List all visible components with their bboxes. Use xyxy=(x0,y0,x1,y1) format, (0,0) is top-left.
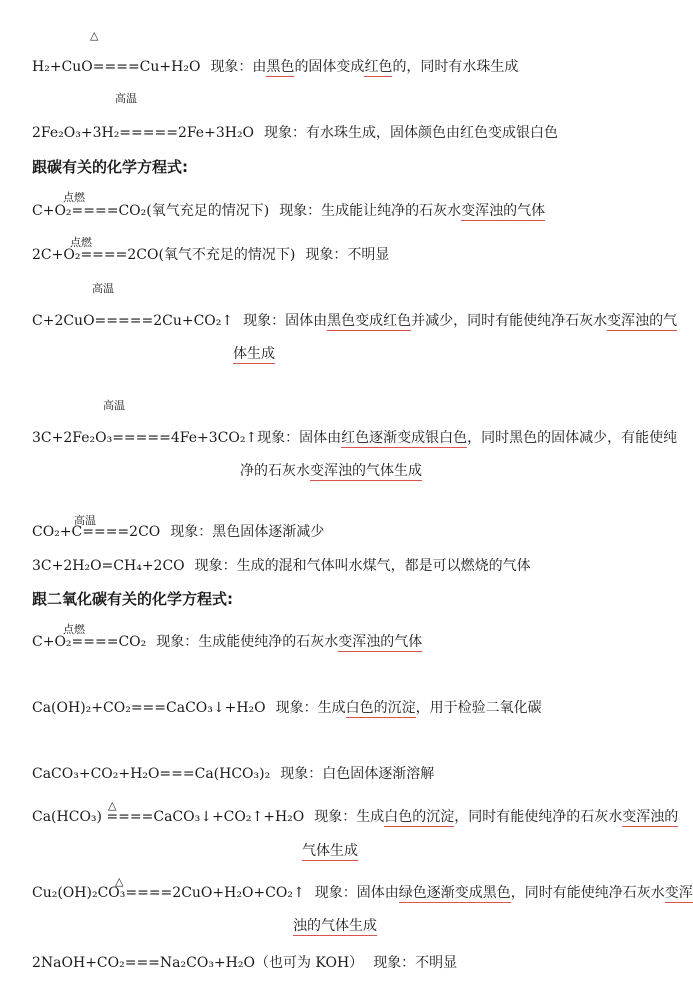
equation-line-h2-cuo xyxy=(32,58,518,76)
phenomenon-text: 现象：不明显 xyxy=(373,955,458,971)
phenomenon-text: ，同时有能使纯净石灰水 xyxy=(510,885,665,901)
underlined-term: 白色的沉淀 xyxy=(384,809,455,825)
underlined-term: 变浑浊的气体生成 xyxy=(310,463,422,479)
phenomenon-text: ，同时黑色的固体减少，有能使纯 xyxy=(467,430,678,446)
phenomenon-text: 净的石灰水 xyxy=(240,463,310,479)
phenomenon-text: 现象：生成能让纯净的石灰水 xyxy=(279,203,462,219)
equation-line-fe2o3-h2 xyxy=(32,124,558,142)
phenomenon-text: 现象：固体由 xyxy=(243,313,328,329)
heating-condition-mark: △ xyxy=(115,875,124,888)
equation: CaCO₃+CO₂+H₂O===Ca(HCO₃)₂ xyxy=(32,766,271,782)
section-heading-carbon-dioxide: 跟二氧化碳有关的化学方程式: xyxy=(32,590,233,608)
equation: Ca(HCO₃) ====CaCO₃↓+CO₂↑+H₂O xyxy=(32,809,305,825)
underlined-term: 黑色变成红色 xyxy=(327,313,412,329)
underlined-term: 红色逐渐变成银白色 xyxy=(341,430,468,446)
equation-line-c-fe2o3 xyxy=(32,429,677,447)
equation-line-caoh2-co2 xyxy=(32,699,542,717)
equation-line-continuation xyxy=(302,842,358,860)
phenomenon-text: 现象：生成 xyxy=(314,809,385,825)
reaction-condition: 高温 xyxy=(103,399,125,412)
equation-line-c-o2 xyxy=(32,202,545,220)
reaction-condition: 点燃 xyxy=(70,236,92,249)
reaction-condition: 高温 xyxy=(92,282,114,295)
phenomenon-text: 现象：不明显 xyxy=(305,247,390,263)
underlined-term: 变浑浊的 xyxy=(622,809,679,825)
equation-line-continuation xyxy=(233,345,275,363)
equation-line-c-h2o xyxy=(32,557,531,575)
underlined-term: 绿色逐渐变成黑色 xyxy=(398,885,511,901)
phenomenon-text: 现象：固体由 xyxy=(257,430,342,446)
reaction-condition: 高温 xyxy=(74,514,96,527)
equation-line-naoh-co2 xyxy=(32,954,457,972)
phenomenon-text: 现象：有水珠生成，固体颜色由红色变成银白色 xyxy=(264,125,559,141)
equation-line-2c-o2 xyxy=(32,246,389,264)
equation-line-continuation xyxy=(293,917,377,935)
phenomenon-text: 现象：生成 xyxy=(275,700,346,716)
underlined-term: 变浑浊的气体 xyxy=(461,203,546,219)
phenomenon-text: 的固体变成 xyxy=(294,59,365,75)
phenomenon-text: 现象：黑色固体逐渐减少 xyxy=(170,524,325,540)
equation: 2NaOH+CO₂===Na₂CO₃+H₂O（也可为 KOH） xyxy=(32,955,364,971)
equation: CO₂+C====2CO xyxy=(32,524,161,540)
heating-condition-mark: △ xyxy=(108,799,117,812)
phenomenon-text: 现象：白色固体逐渐溶解 xyxy=(280,766,435,782)
equation: H₂+CuO====Cu+H₂O xyxy=(32,59,201,75)
underlined-term: 黑色 xyxy=(266,59,295,75)
phenomenon-text: ，用于检验二氧化碳 xyxy=(415,700,542,716)
phenomenon-text: 现象：生成能使纯净的石灰水 xyxy=(156,634,339,650)
equation: 3C+2H₂O=CH₄+2CO xyxy=(32,558,185,574)
phenomenon-text: 的，同时有水珠生成 xyxy=(392,59,519,75)
equation: C+O₂====CO₂(氧气充足的情况下) xyxy=(32,203,270,219)
phenomenon-text: 并减少，同时有能使纯净石灰水 xyxy=(411,313,608,329)
reaction-condition: 高温 xyxy=(115,92,137,105)
underlined-term: 气体生成 xyxy=(302,843,358,859)
equation-line-cahco3 xyxy=(32,808,678,826)
underlined-term: 变浑浊的气体 xyxy=(338,634,423,650)
equation: 3C+2Fe₂O₃=====4Fe+3CO₂↑ xyxy=(32,430,258,446)
equation-line-caco3-co2-h2o xyxy=(32,765,434,783)
equation: C+O₂====CO₂ xyxy=(32,634,147,650)
equation-line-cu2oh2co3 xyxy=(32,884,693,902)
equation: Cu₂(OH)₂CO₃====2CuO+H₂O+CO₂↑ xyxy=(32,885,305,901)
underlined-term: 变浑 xyxy=(664,885,693,901)
underlined-term: 白色的沉淀 xyxy=(345,700,416,716)
equation-line-c-cuo xyxy=(32,312,677,330)
underlined-term: 体生成 xyxy=(233,346,275,362)
equation: Ca(OH)₂+CO₂===CaCO₃↓+H₂O xyxy=(32,700,266,716)
equation: 2C+O₂====2CO(氧气不充足的情况下) xyxy=(32,247,296,263)
phenomenon-text: 现象：固体由 xyxy=(314,885,399,901)
reaction-condition: 点燃 xyxy=(63,623,85,636)
underlined-term: 浊的气体生成 xyxy=(293,918,377,934)
equation: C+2CuO=====2Cu+CO₂↑ xyxy=(32,313,234,329)
equation: 2Fe₂O₃+3H₂=====2Fe+3H₂O xyxy=(32,125,255,141)
reaction-condition: 点燃 xyxy=(63,191,85,204)
section-heading-carbon: 跟碳有关的化学方程式: xyxy=(32,158,188,176)
phenomenon-text: 现象：生成的混和气体叫水煤气，都是可以燃烧的气体 xyxy=(194,558,531,574)
underlined-term: 变浑浊的气 xyxy=(607,313,678,329)
equation-line-continuation xyxy=(240,462,422,480)
equation-line-c-o2-co2 xyxy=(32,633,422,651)
equation-line-co2-c xyxy=(32,523,324,541)
heating-condition-mark: △ xyxy=(90,29,99,42)
phenomenon-text: 现象：由 xyxy=(210,59,267,75)
phenomenon-text: ，同时有能使纯净的石灰水 xyxy=(454,809,623,825)
underlined-term: 红色 xyxy=(364,59,393,75)
